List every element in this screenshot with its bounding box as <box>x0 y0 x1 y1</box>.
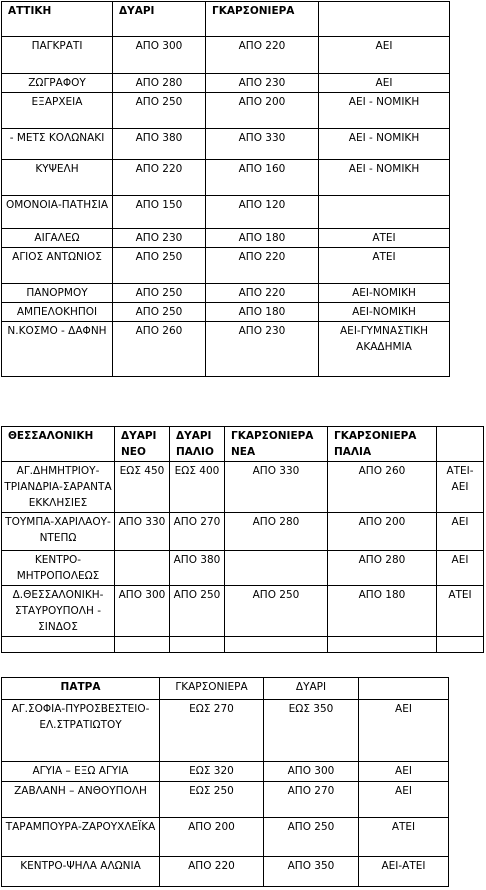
cell-two-room: ΑΠΟ 220 <box>113 160 206 196</box>
cell-studio: ΑΠΟ 220 <box>160 857 264 887</box>
cell-studio: ΕΩΣ 270 <box>160 700 264 762</box>
table-row <box>2 551 484 586</box>
cell-studio-old: ΑΠΟ 280 <box>328 551 437 586</box>
cell-school: ΑΕΙ - ΝΟΜΙΚΗ <box>319 129 450 160</box>
table-row <box>2 196 450 229</box>
cell-studio-new: ΑΠΟ 280 <box>225 513 328 551</box>
cell-region: ΑΓ.ΣΟΦΙΑ-ΠΥΡΟΣΒΕΣΤΕΙΟ-ΕΛ.ΣΤΡΑΤΙΩΤΟΥ <box>2 700 160 762</box>
cell-two-room: ΑΠΟ 250 <box>264 818 359 857</box>
cell-region: ΚΕΝΤΡΟ-ΨΗΛΑ ΑΛΩΝΙΑ <box>2 857 160 887</box>
table-row <box>2 93 450 129</box>
cell-school <box>319 196 450 229</box>
cell-studio: ΑΠΟ 200 <box>206 93 319 129</box>
cell-two-room: ΑΠΟ 150 <box>113 196 206 229</box>
cell-region: ΟΜΟΝΟΙΑ-ΠΑΤΗΣΙΑ <box>2 196 113 229</box>
cell-studio-old <box>328 637 437 653</box>
cell-studio: ΑΠΟ 220 <box>206 37 319 74</box>
cell-two-room-new: ΕΩΣ 450 <box>115 462 170 513</box>
table-row <box>2 637 484 653</box>
cell-region: ΖΩΓΡΑΦΟΥ <box>2 74 113 93</box>
cell-studio-new: ΑΠΟ 250 <box>225 586 328 637</box>
cell-school: ΑΕΙ-ΝΟΜΙΚΗ <box>319 284 450 303</box>
header-two-room-old: ΔΥΑΡΙ ΠΑΛΙΟ <box>170 427 225 462</box>
cell-studio: ΑΠΟ 160 <box>206 160 319 196</box>
cell-region: Δ.ΘΕΣΣΑΛΟΝΙΚΗ-ΣΤΑΥΡΟΥΠΟΛΗ - ΣΙΝΔΟΣ <box>2 586 115 637</box>
table-row <box>2 462 484 513</box>
cell-school: ΑΕΙ - ΝΟΜΙΚΗ <box>319 93 450 129</box>
cell-two-room: ΑΠΟ 270 <box>264 782 359 818</box>
cell-region: ΠΑΝΟΡΜΟΥ <box>2 284 113 303</box>
cell-school: ΑΤΕΙ <box>359 818 449 857</box>
table-row <box>2 303 450 322</box>
cell-two-room-new: ΑΠΟ 300 <box>115 586 170 637</box>
table-row <box>2 160 450 196</box>
cell-two-room: ΑΠΟ 380 <box>113 129 206 160</box>
cell-two-room: ΕΩΣ 350 <box>264 700 359 762</box>
table-row <box>2 857 449 887</box>
cell-two-room-old <box>170 637 225 653</box>
cell-school: ΑΤΕΙ <box>437 586 484 637</box>
cell-region: ΤΟΥΜΠΑ-ΧΑΡΙΛΑΟΥ-ΝΤΕΠΩ <box>2 513 115 551</box>
table-row <box>2 248 450 284</box>
cell-region: ΚΥΨΕΛΗ <box>2 160 113 196</box>
cell-school: ΑΕΙ <box>359 782 449 818</box>
table-row <box>2 229 450 248</box>
cell-studio: ΑΠΟ 200 <box>160 818 264 857</box>
header-region: ΑΤΤΙΚΗ <box>2 2 113 37</box>
cell-region <box>2 637 115 653</box>
cell-region: ΖΑΒΛΑΝΗ – ΑΝΘΟΥΠΟΛΗ <box>2 782 160 818</box>
cell-studio: ΑΠΟ 330 <box>206 129 319 160</box>
header-studio: ΓΚΑΡΣΟΝΙΕΡΑ <box>160 678 264 700</box>
header-school <box>437 427 484 462</box>
cell-school: ΑΕΙ <box>319 74 450 93</box>
cell-two-room: ΑΠΟ 250 <box>113 284 206 303</box>
header-two-room-new: ΔΥΑΡΙ ΝΕΟ <box>115 427 170 462</box>
cell-studio-old: ΑΠΟ 200 <box>328 513 437 551</box>
cell-region: ΕΞΑΡΧΕΙΑ <box>2 93 113 129</box>
cell-region: ΚΕΝΤΡΟ-ΜΗΤΡΟΠΟΛΕΩΣ <box>2 551 115 586</box>
cell-studio: ΕΩΣ 320 <box>160 762 264 782</box>
table-row <box>2 762 449 782</box>
table-row <box>2 782 449 818</box>
header-studio: ΓΚΑΡΣΟΝΙΕΡΑ <box>206 2 319 37</box>
cell-school: ΑΕΙ-ΝΟΜΙΚΗ <box>319 303 450 322</box>
patras-rent-table <box>1 677 449 887</box>
cell-studio: ΑΠΟ 230 <box>206 322 319 377</box>
cell-school: ΑΕΙ <box>359 762 449 782</box>
cell-two-room-old: ΕΩΣ 400 <box>170 462 225 513</box>
cell-studio: ΑΠΟ 230 <box>206 74 319 93</box>
table-row <box>2 129 450 160</box>
cell-school: ΑΕΙ <box>437 551 484 586</box>
cell-region: ΑΜΠΕΛΟΚΗΠΟΙ <box>2 303 113 322</box>
cell-two-room: ΑΠΟ 250 <box>113 303 206 322</box>
cell-studio: ΑΠΟ 220 <box>206 248 319 284</box>
attica-rent-table <box>1 1 450 377</box>
header-region: ΠΑΤΡΑ <box>2 678 160 700</box>
header-studio-old: ΓΚΑΡΣΟΝΙΕΡΑ ΠΑΛΙΑ <box>328 427 437 462</box>
table-row <box>2 700 449 762</box>
cell-studio: ΕΩΣ 250 <box>160 782 264 818</box>
cell-two-room: ΑΠΟ 260 <box>113 322 206 377</box>
cell-studio-new <box>225 637 328 653</box>
cell-region: ΤΑΡΑΜΠΟΥΡΑ-ΖΑΡΟΥΧΛΕΪΚΑ <box>2 818 160 857</box>
table-row <box>2 586 484 637</box>
cell-two-room: ΑΠΟ 230 <box>113 229 206 248</box>
cell-school: ΑΤΕΙ-ΑΕΙ <box>437 462 484 513</box>
cell-studio-new <box>225 551 328 586</box>
cell-two-room: ΑΠΟ 350 <box>264 857 359 887</box>
table-header-row <box>2 678 449 700</box>
cell-school: ΑΕΙ <box>359 700 449 762</box>
cell-studio: ΑΠΟ 120 <box>206 196 319 229</box>
cell-region: ΠΑΓΚΡΑΤΙ <box>2 37 113 74</box>
cell-school: ΑΕΙ <box>319 37 450 74</box>
cell-two-room-new <box>115 551 170 586</box>
cell-studio: ΑΠΟ 180 <box>206 229 319 248</box>
table-header-row <box>2 427 484 462</box>
cell-two-room: ΑΠΟ 280 <box>113 74 206 93</box>
header-two-room: ΔΥΑΡΙ <box>113 2 206 37</box>
table-header-row <box>2 2 450 37</box>
table-row <box>2 513 484 551</box>
cell-school: ΑΕΙ <box>437 513 484 551</box>
cell-region: ΑΙΓΑΛΕΩ <box>2 229 113 248</box>
cell-studio-old: ΑΠΟ 180 <box>328 586 437 637</box>
cell-two-room: ΑΠΟ 300 <box>113 37 206 74</box>
cell-region: - ΜΕΤΣ ΚΟΛΩΝΑΚΙ <box>2 129 113 160</box>
cell-studio: ΑΠΟ 180 <box>206 303 319 322</box>
cell-two-room: ΑΠΟ 250 <box>113 248 206 284</box>
table-row <box>2 74 450 93</box>
header-school <box>359 678 449 700</box>
cell-two-room: ΑΠΟ 250 <box>113 93 206 129</box>
cell-school: ΑΤΕΙ <box>319 248 450 284</box>
header-studio-new: ΓΚΑΡΣΟΝΙΕΡΑ ΝΕΑ <box>225 427 328 462</box>
header-school <box>319 2 450 37</box>
cell-studio: ΑΠΟ 220 <box>206 284 319 303</box>
table-row <box>2 818 449 857</box>
cell-two-room: ΑΠΟ 300 <box>264 762 359 782</box>
table-row <box>2 322 450 377</box>
cell-two-room-new <box>115 637 170 653</box>
header-region: ΘΕΣΣΑΛΟΝΙΚΗ <box>2 427 115 462</box>
cell-region: ΑΓΥΙΑ – ΕΞΩ ΑΓΥΙΑ <box>2 762 160 782</box>
thessaloniki-rent-table <box>1 426 484 653</box>
cell-school: ΑΕΙ-ΑΤΕΙ <box>359 857 449 887</box>
cell-two-room-old: ΑΠΟ 250 <box>170 586 225 637</box>
cell-two-room-old: ΑΠΟ 270 <box>170 513 225 551</box>
cell-region: ΑΓ.ΔΗΜΗΤΡΙΟΥ-ΤΡΙΑΝΔΡΙΑ-ΣΑΡΑΝΤΑ ΕΚΚΛΗΣΙΕΣ <box>2 462 115 513</box>
cell-region: Ν.ΚΟΣΜΟ - ΔΑΦΝΗ <box>2 322 113 377</box>
cell-two-room-new: ΑΠΟ 330 <box>115 513 170 551</box>
cell-school <box>437 637 484 653</box>
cell-studio-new: ΑΠΟ 330 <box>225 462 328 513</box>
cell-two-room-old: ΑΠΟ 380 <box>170 551 225 586</box>
table-row <box>2 37 450 74</box>
cell-school: ΑΕΙ-ΓΥΜΝΑΣΤΙΚΗ ΑΚΑΔΗΜΙΑ <box>319 322 450 377</box>
cell-school: ΑΤΕΙ <box>319 229 450 248</box>
header-two-room: ΔΥΑΡΙ <box>264 678 359 700</box>
cell-school: ΑΕΙ - ΝΟΜΙΚΗ <box>319 160 450 196</box>
table-row <box>2 284 450 303</box>
cell-region: ΑΓΙΟΣ ΑΝΤΩΝΙΟΣ <box>2 248 113 284</box>
cell-studio-old: ΑΠΟ 260 <box>328 462 437 513</box>
